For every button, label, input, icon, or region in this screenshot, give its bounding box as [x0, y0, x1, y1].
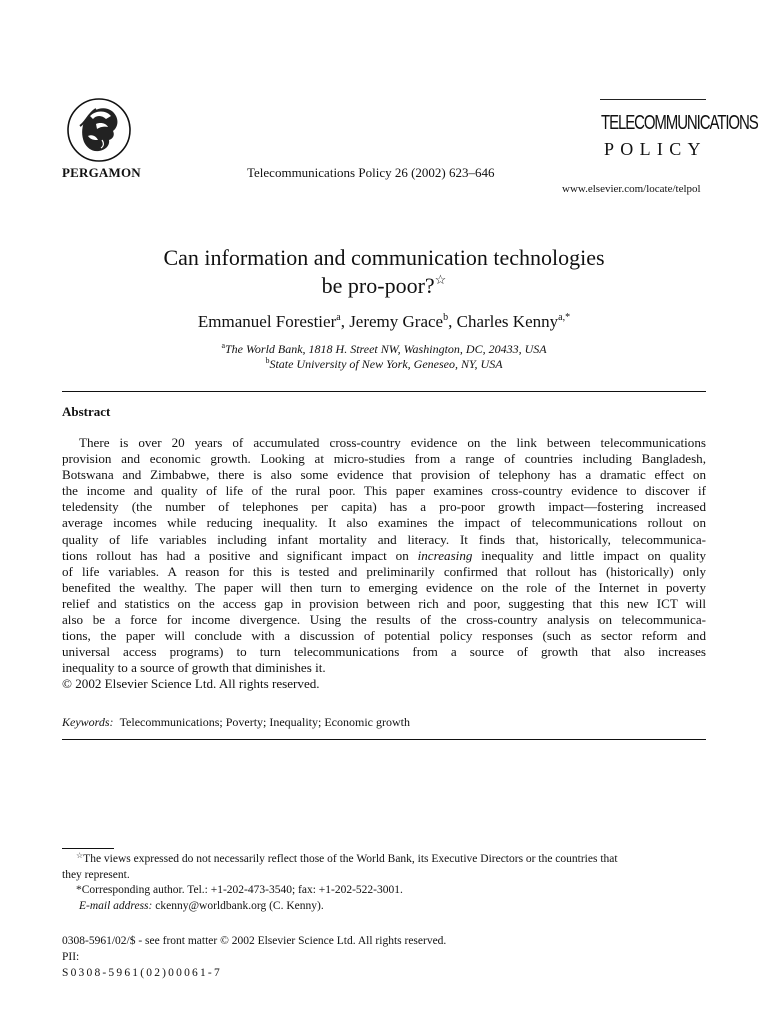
- footnote-star-text: The views expressed do not necessarily reflect those of the World Bank, its Executive Directors or the countries that: [83, 853, 618, 865]
- pii-label: PII:: [62, 951, 80, 963]
- keywords-label: Keywords:: [62, 715, 114, 729]
- publisher-name: PERGAMON: [62, 165, 141, 180]
- title-line2: be pro-poor?: [321, 273, 435, 298]
- abstract-line: the income and quality of life of the rural poor. This paper examines cross-country evidence to discover if: [62, 483, 706, 499]
- journal-name-line1: TELECOMMUNICATIONS: [601, 111, 758, 135]
- email-label: E-mail address:: [79, 899, 153, 912]
- keywords: [62, 715, 410, 730]
- author-name: Jeremy Grace: [349, 312, 444, 331]
- affiliation-mark: b: [265, 356, 270, 365]
- pii-code: S0308-5961(02)00061-7: [62, 967, 222, 979]
- abstract-heading: Abstract: [62, 404, 111, 419]
- title-footnote-mark[interactable]: ☆: [434, 272, 447, 287]
- abstract-line: also be a force for income divergence. Using the results of the cross-country analysis on telecommunica-: [62, 612, 706, 628]
- footnotes: [62, 852, 706, 914]
- journal-citation: Telecommunications Policy 26 (2002) 623–646: [247, 165, 495, 180]
- footnote-rule: [62, 848, 114, 849]
- abstract-line: There is over 20 years of accumulated cross-country evidence on the link between telecommunications: [79, 435, 706, 450]
- affiliation-text: State University of New York, Geneseo, NY, USA: [269, 357, 503, 371]
- title-line1: Can information and communication technologies: [163, 245, 605, 270]
- affiliation: [0, 357, 768, 372]
- abstract-line: Botswana and Zimbabwe, there is also some evidence that provision of telephony has a dramatic effect on: [62, 467, 706, 483]
- author-list: [0, 312, 768, 332]
- footnote-corresponding-author: *Corresponding author. Tel.: +1-202-473-3540; fax: +1-202-522-3001.: [76, 884, 403, 896]
- abstract-line: teledensity (the number of telephones per capita) has a pro-poor growth impact—fostering increased: [62, 499, 706, 515]
- footnote-star-continued: they represent.: [62, 868, 130, 881]
- abstract-line: universal access programs) to turn telecommunications from a source of growth that also increases: [62, 644, 706, 660]
- abstract-emphasis: increasing: [417, 547, 473, 563]
- author-affiliation-mark: a,*: [558, 312, 571, 323]
- author-name: Charles Kenny: [456, 312, 559, 331]
- abstract-line: quality of life variables including infant mortality and literacy. It finds that, historically, telecommunica-: [62, 531, 706, 547]
- author-separator: ,: [340, 312, 350, 331]
- pergamon-logo-icon: [66, 96, 132, 164]
- abstract-line: inequality to a source of growth that diminishes it.: [62, 660, 326, 676]
- issn-line: 0308-5961/02/$ - see front matter © 2002 Elsevier Science Ltd. All rights reserved.: [62, 935, 447, 947]
- abstract-body: [62, 435, 706, 693]
- author-name: Emmanuel Forestier: [197, 312, 337, 331]
- journal-name-rule: [600, 99, 706, 100]
- footnote-email: [62, 899, 706, 915]
- affiliation-text: The World Bank, 1818 H. Street NW, Washington, DC, 20433, USA: [225, 342, 547, 356]
- journal-url-link[interactable]: www.elsevier.com/locate/telpol: [562, 183, 701, 195]
- abstract-line: relief and statistics on the access gap in provision between rich and poor, suggesting that this new ICT will: [62, 595, 706, 611]
- affiliation: [0, 342, 768, 357]
- footnote-star: [62, 852, 706, 868]
- abstract-line: [62, 548, 706, 564]
- abstract-bottom-rule: [62, 739, 706, 740]
- abstract-copyright: © 2002 Elsevier Science Ltd. All rights reserved.: [62, 676, 320, 692]
- abstract-line: average incomes while reducing inequality. It also examines the impact of telecommunications rollout on: [62, 515, 706, 531]
- affiliation-mark: a: [221, 341, 225, 350]
- front-matter: [62, 933, 446, 981]
- abstract-line-part: tions rollout has had a positive and significant impact on: [62, 547, 418, 563]
- journal-name-line2: POLICY: [604, 139, 707, 159]
- abstract-line: provision and economic growth. Looking at micro-studies from a range of countries including Bangladesh,: [62, 451, 706, 467]
- abstract-line: of life variables. A reason for this is tested and preliminarily confirmed that rollout has (historically) only: [62, 563, 706, 579]
- pii-line: [62, 949, 446, 981]
- footnote-star-mark: ☆: [76, 851, 84, 860]
- author-affiliation-mark: a: [336, 312, 341, 323]
- abstract-line: tions, the paper will conclude with a discussion of potential policy responses (such as sector reform and: [62, 628, 706, 644]
- article-title: [0, 244, 768, 300]
- keywords-values: Telecommunications; Poverty; Inequality; Economic growth: [119, 715, 410, 729]
- abstract-top-rule: [62, 391, 706, 392]
- author-separator: ,: [448, 312, 457, 331]
- email-value[interactable]: ckenny@worldbank.org (C. Kenny).: [152, 899, 324, 912]
- author-affiliation-mark: b: [443, 312, 449, 323]
- abstract-line-part: inequality and little impact on quality: [472, 547, 707, 563]
- abstract-line: benefited the wealthy. The paper will then turn to emerging evidence on the role of the Internet in poverty: [62, 579, 706, 595]
